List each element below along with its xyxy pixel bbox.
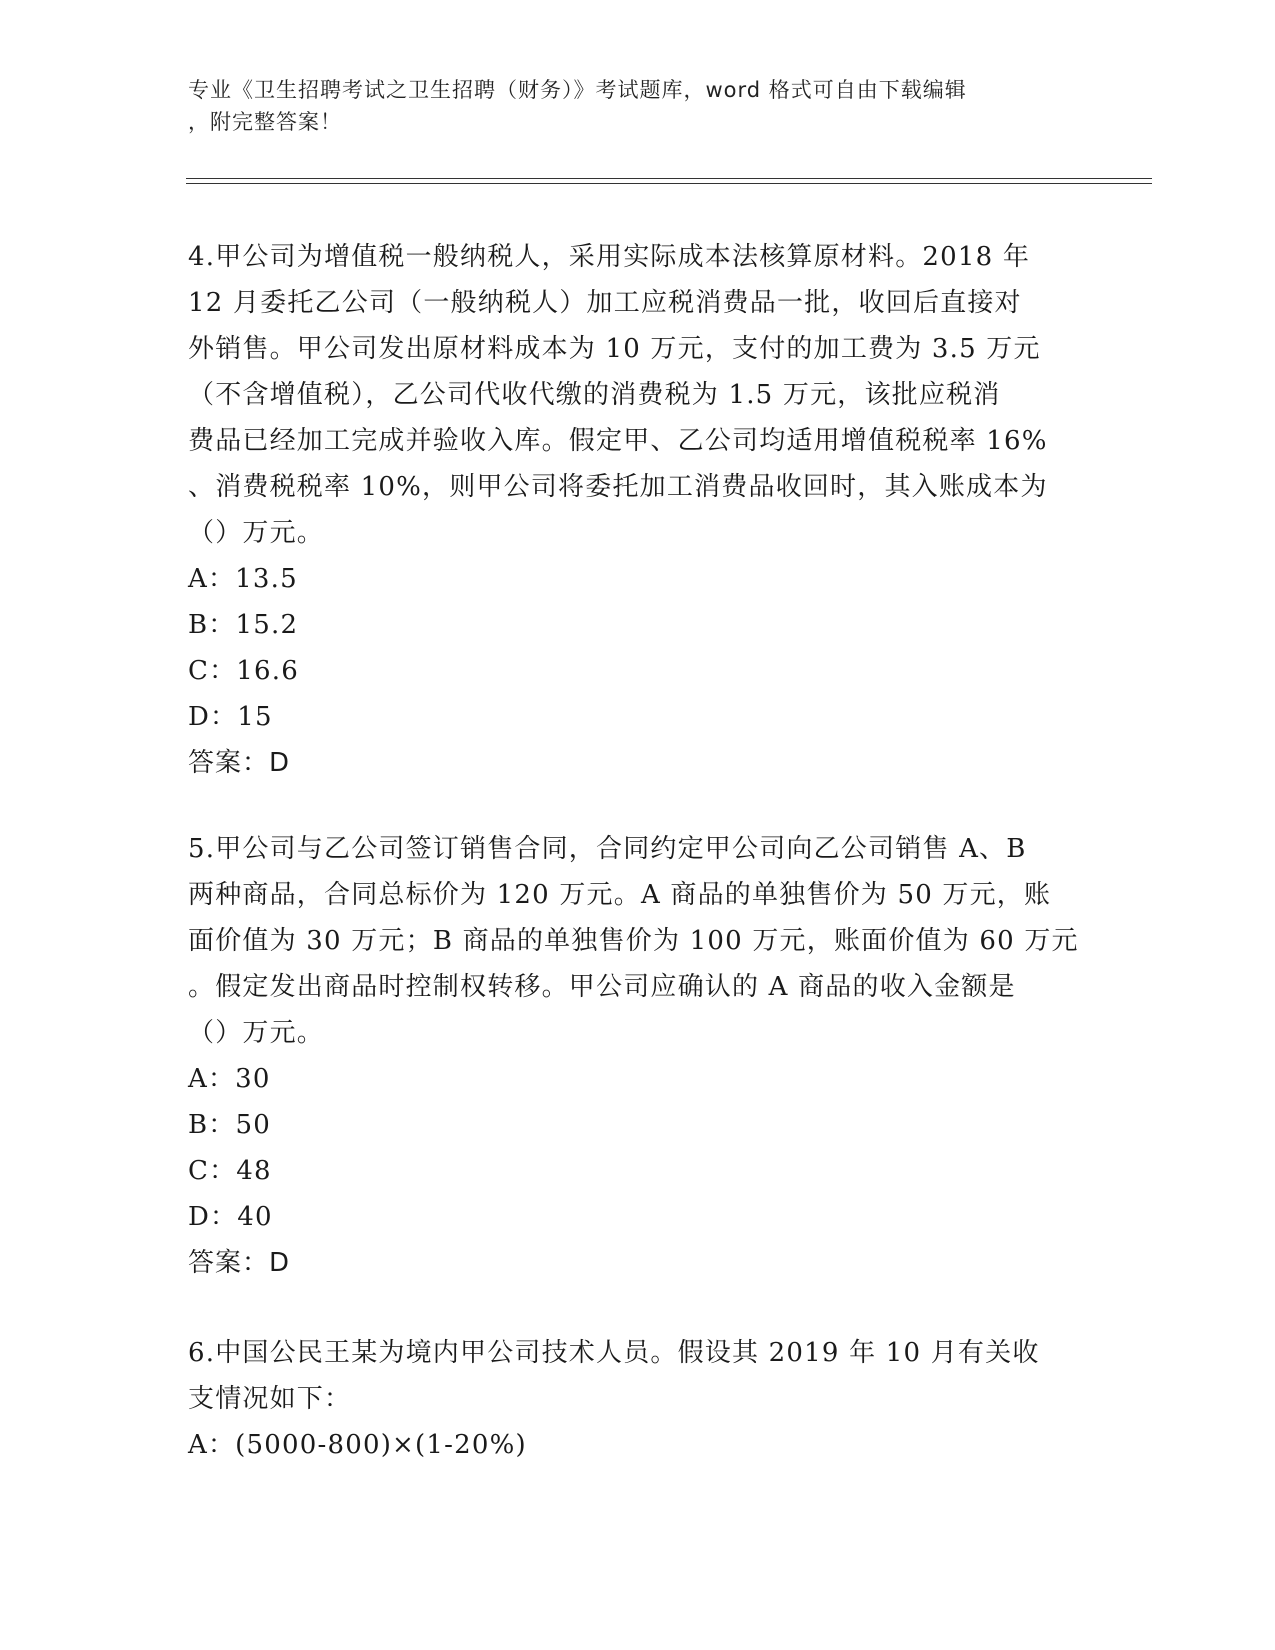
header-divider-bottom (186, 183, 1152, 184)
question-stem-line: 4.甲公司为增值税一般纳税人，采用实际成本法核算原材料。2018 年 (188, 242, 1031, 272)
option-a: A：(5000-800)×(1-20%) (188, 1430, 527, 1460)
header-divider-top (186, 178, 1152, 179)
question-stem-line: 支情况如下： (188, 1384, 352, 1414)
question-stem-line: 、消费税税率 10%，则甲公司将委托加工消费品收回时，其入账成本为 (188, 472, 1048, 502)
question-stem-line: 6.中国公民王某为境内甲公司技术人员。假设其 2019 年 10 月有关收 (188, 1338, 1040, 1368)
question-6 (188, 1330, 1088, 1468)
question-stem-line: 5.甲公司与乙公司签订销售合同，合同约定甲公司向乙公司销售 A、B (188, 834, 1027, 864)
question-stem-line: 外销售。甲公司发出原材料成本为 10 万元，支付的加工费为 3.5 万元 (188, 334, 1041, 364)
option-c: C：16.6 (188, 656, 299, 686)
question-stem-line: 。假定发出商品时控制权转移。甲公司应确认的 A 商品的收入金额是 (188, 972, 1016, 1002)
question-stem-line: 两种商品，合同总标价为 120 万元。A 商品的单独售价为 50 万元，账 (188, 880, 1052, 910)
option-c: C：48 (188, 1156, 272, 1186)
option-d: D：40 (188, 1202, 273, 1232)
option-a: A：30 (188, 1064, 271, 1094)
document-header (188, 74, 1068, 138)
option-a: A：13.5 (188, 564, 298, 594)
question-stem-line: 面价值为 30 万元；B 商品的单独售价为 100 万元，账面价值为 60 万元 (188, 926, 1079, 956)
option-b: B：15.2 (188, 610, 299, 640)
header-line-1: 专业《卫生招聘考试之卫生招聘（财务）》考试题库，word 格式可自由下载编辑 (188, 78, 967, 102)
question-stem-line: （不含增值税），乙公司代收代缴的消费税为 1.5 万元，该批应税消 (188, 380, 1001, 410)
option-b: B：50 (188, 1110, 271, 1140)
question-stem-line: 费品已经加工完成并验收入库。假定甲、乙公司均适用增值税税率 16% (188, 426, 1048, 456)
answer: 答案：D (188, 1248, 291, 1278)
header-line-2: ，附完整答案！ (188, 110, 342, 134)
option-d: D：15 (188, 702, 273, 732)
question-stem-line: （）万元。 (188, 518, 325, 548)
question-4 (188, 234, 1088, 786)
question-5 (188, 826, 1088, 1286)
question-stem-line: （）万元。 (188, 1018, 325, 1048)
answer: 答案：D (188, 748, 291, 778)
question-stem-line: 12 月委托乙公司（一般纳税人）加工应税消费品一批，收回后直接对 (188, 288, 1022, 318)
